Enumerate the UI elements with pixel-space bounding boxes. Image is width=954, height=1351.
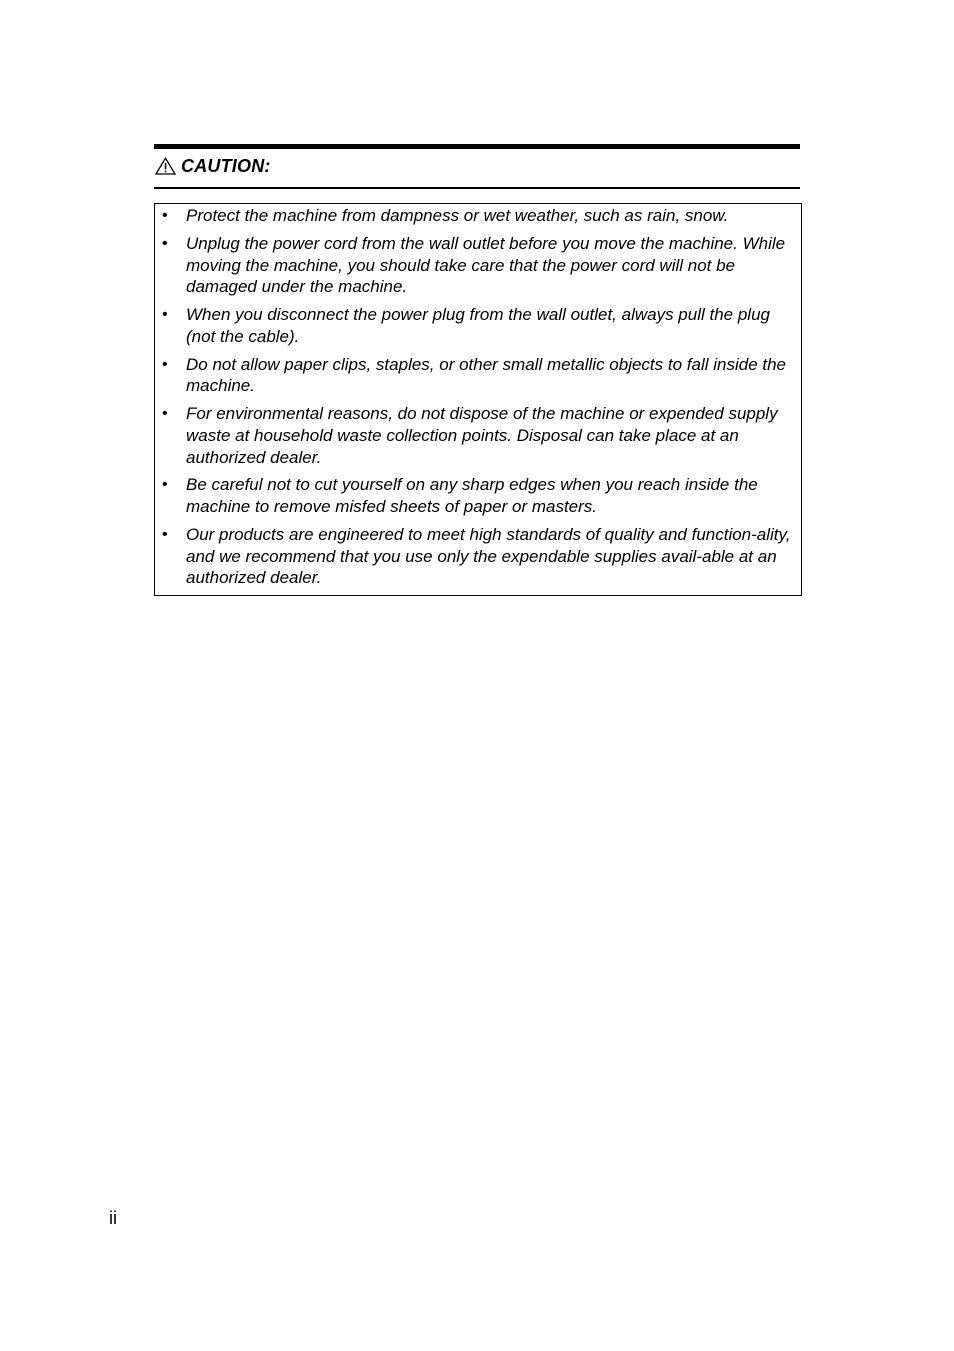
top-rule	[154, 144, 800, 149]
caution-item	[155, 474, 801, 517]
page-number: ii	[109, 1208, 117, 1228]
bullet: •	[162, 355, 168, 373]
caution-text: When you disconnect the power plug from the wall outlet, always pull the plug (not the cable).	[186, 305, 770, 346]
caution-item	[155, 524, 801, 589]
caution-text: Do not allow paper clips, staples, or other small metallic objects to fall inside the machine.	[186, 354, 787, 396]
caution-text: Our products are engineered to meet high standards of quality and function-ality, and we recommend that you use only the expendable supplies avail-able at an authorized dealer.	[186, 525, 791, 588]
bullet: •	[162, 526, 168, 544]
warning-triangle-icon	[155, 157, 176, 175]
caution-item	[155, 304, 801, 347]
bullet: •	[162, 234, 168, 252]
caution-label: CAUTION:	[181, 155, 271, 176]
caution-text: For environmental reasons, do not dispose of the machine or expended supply waste at household waste collection points. Disposal can take place at an authorized dealer.	[186, 404, 778, 467]
bullet: •	[162, 405, 168, 423]
bullet: •	[162, 207, 168, 224]
caution-text: Be careful not to cut yourself on any sharp edges when you reach inside the machine to remove misfed sheets of paper or masters.	[186, 475, 758, 517]
caution-item	[155, 205, 801, 227]
caution-item	[155, 233, 801, 298]
caution-box	[154, 203, 802, 596]
caution-list	[155, 205, 801, 595]
caution-item	[155, 403, 801, 468]
caution-text: Protect the machine from dampness or wet weather, such as rain, snow.	[186, 206, 729, 225]
caution-text: Unplug the power cord from the wall outlet before you move the machine. While moving the machine, you should take care that the power cord will not be damaged under the machine.	[186, 233, 786, 297]
bullet: •	[162, 476, 168, 494]
caution-item	[155, 354, 801, 397]
header-rule	[154, 187, 800, 189]
bullet: •	[162, 306, 168, 324]
caution-header	[155, 153, 271, 179]
